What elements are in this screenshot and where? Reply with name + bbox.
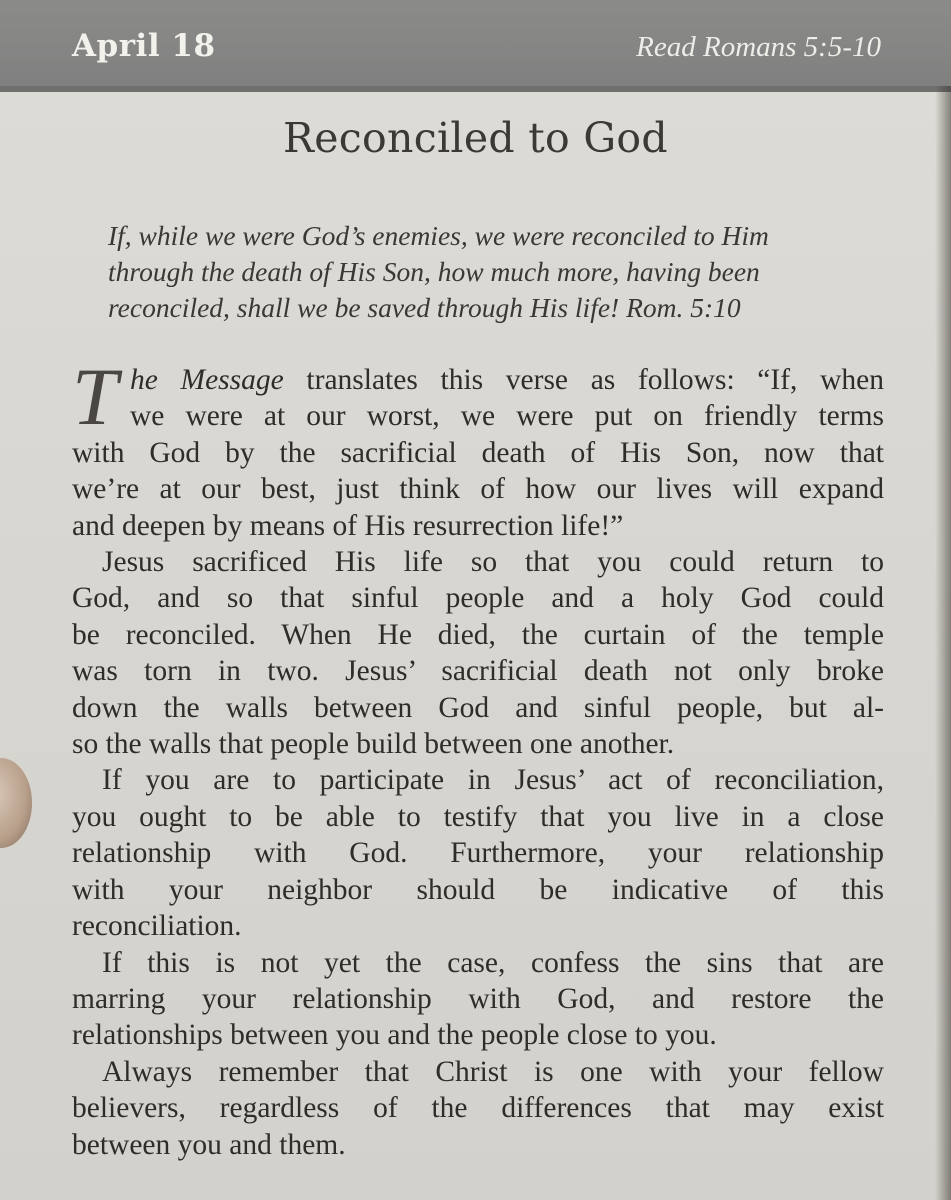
devotional-body (72, 362, 884, 1163)
body-line: with God by the sacrificial death of His Son, now that (72, 436, 884, 469)
page-title: Reconciled to God (283, 114, 668, 162)
body-line: reconciliation. (72, 910, 242, 943)
body-line: Always remember that Christ is one with your fellow (102, 1055, 884, 1088)
body-line: relationship with God. Furthermore, your relationship (72, 837, 884, 870)
body-line: If this is not yet the case, confess the sins that are (102, 946, 884, 979)
body-line: Jesus sacrificed His life so that you could return to (102, 546, 884, 579)
body-line: be reconciled. When He died, the curtain of the temple (72, 618, 884, 651)
body-line: we’re at our best, just think of how our lives will expand (72, 473, 884, 506)
body-line: and deepen by means of His resurrection life!” (72, 509, 624, 542)
page-edge-shadow (935, 86, 951, 1200)
body-line: so the walls that people build between one another. (72, 728, 675, 761)
body-line: If you are to participate in Jesus’ act of reconciliation, (102, 764, 884, 797)
drop-cap: T (72, 351, 118, 442)
body-line: was torn in two. Jesus’ sacrificial death not only broke (72, 655, 884, 688)
body-line: you ought to be able to testify that you live in a close (72, 800, 884, 833)
thumb (0, 758, 32, 848)
body-line-first (72, 362, 884, 398)
body-line: marring your relationship with God, and restore the (72, 982, 884, 1015)
first-line-rest: translates this verse as follows: “If, when (283, 364, 884, 396)
scripture-verse (108, 218, 878, 326)
header-date: April 18 (72, 28, 216, 64)
header-reading-reference: Read Romans 5:5-10 (636, 31, 881, 63)
body-line: down the walls between God and sinful people, but al- (72, 691, 884, 724)
page-header (0, 0, 951, 92)
body-line: God, and so that sinful people and a holy God could (72, 582, 884, 615)
body-line: relationships between you and the people close to you. (72, 1019, 717, 1052)
body-line: with your neighbor should be indicative of this (72, 873, 884, 906)
body-line: we were at our worst, we were put on friendly terms (130, 400, 884, 433)
verse-line: If, while we were God’s enemies, we were reconciled to Him (108, 220, 769, 251)
book-title-italic: he Message (130, 364, 284, 396)
body-line: believers, regardless of the differences that may exist (72, 1092, 884, 1125)
verse-line: through the death of His Son, how much more, having been (108, 256, 760, 287)
verse-line: reconciled, shall we be saved through His life! Rom. 5:10 (108, 292, 741, 323)
body-line: between you and them. (72, 1128, 346, 1161)
